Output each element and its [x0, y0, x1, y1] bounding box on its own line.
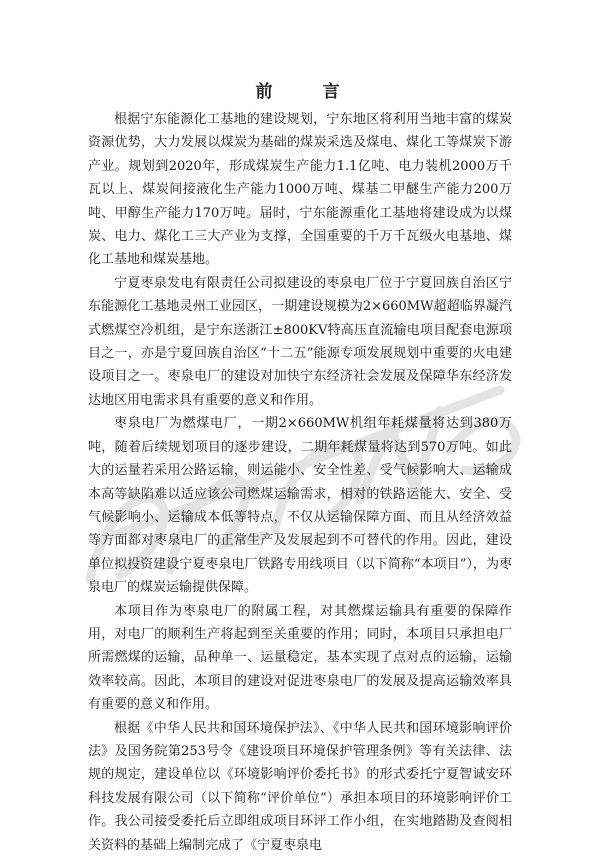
paragraph: 本项目作为枣泉电厂的附属工程，对其燃煤运输具有重要的保障作用，对电厂的顺利生产将起到至关重要的作用；同时，本项目只承担电厂所需燃煤的运输，品种单一、运量稳定，基本实现了点对点的运输，运输效率较高。因此，本项目的建设对促进枣泉电厂的发展及提高运输效率具有重要的意义和作用。 [88, 603, 512, 713]
page-title: 前 言 [255, 82, 362, 102]
paragraph: 根据《中华人民共和国环境保护法》、《中华人民共和国环境影响评价法》及国务院第253号令《建设项目环境保护管理条例》等有关法律、法规的规定，建设单位以《环境影响评价委托书》的形式委托宁夏智诚安环科技发展有限公司（以下简称“评价单位”）承担本项目的环境影响评价工作。我公司接受委托后立即组成项目环评工作小组，在实地踏勘及查阅相关资料的基础上编制完成了《宁夏枣泉电 [88, 720, 512, 853]
paragraph: 宁夏枣泉发电有限责任公司拟建设的枣泉电厂位于宁夏回族自治区宁东能源化工基地灵州工业园区，一期建设规模为2×660MW超超临界凝汽式燃煤空冷机组，是宁东送浙江±800KV特高压直流输电项目配套电源项目之一，亦是宁夏回族自治区“十二五”能源专项发展规划中重要的火电建设项目之一。枣泉电厂的建设对加快宁东经济社会发展及保障华东经济发达地区用电需求具有重要的意义和作用。 [88, 275, 512, 408]
paragraph: 枣泉电厂为燃煤电厂，一期2×660MW机组年耗煤量将达到380万吨，随着后续规划项目的逐步建设，二期年耗煤量将达到570万吨。如此大的运量若采用公路运输，则运能小、安全性差、受气候影响大、运输成本高等缺陷难以适应该公司燃煤运输需求，相对的铁路运能大、安全、受气候影响小、运输成本低等特点，不仅从运输保障方面、而且从经济效益等方面都对枣泉电厂的正常生产及发展起到不可替代的作用。因此，建设单位拟投资建设宁夏枣泉电厂铁路专用线项目（以下简称“本项目”），为枣泉电厂的煤炭运输提供保障。 [88, 416, 512, 596]
body-text [88, 108, 512, 857]
paragraph: 根据宁东能源化工基地的建设规划，宁东地区将利用当地丰富的煤炭资源优势，大力发展以煤炭为基础的煤炭采选及煤电、煤化工等煤炭下游产业。规划到2020年，形成煤炭生产能力1.1亿吨、电力装机2000万千瓦以上、煤炭间接液化生产能力1000万吨、煤基二甲醚生产能力200万吨、甲醇生产能力170万吨。届时，宁东能源重化工基地将建设成为以煤炭、电力、煤化工三大产业为支撑，全国重要的千万千瓦级火电基地、煤化工基地和煤炭基地。 [88, 112, 512, 268]
